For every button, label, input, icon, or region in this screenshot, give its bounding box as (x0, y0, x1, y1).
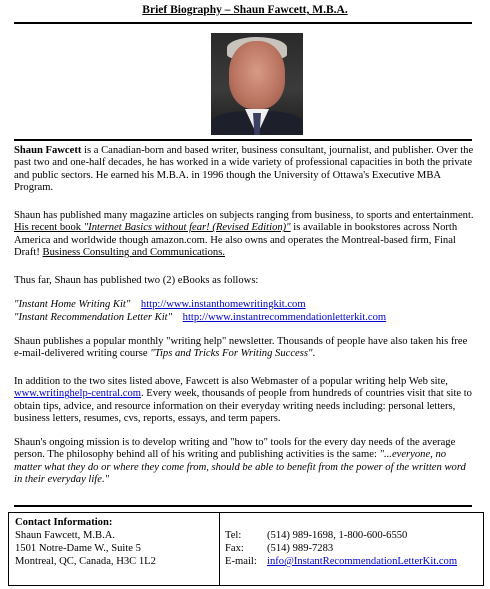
page-title: Brief Biography – Shaun Fawcett, M.B.A. (142, 4, 348, 16)
contact-line: Montreal, QC, Canada, H3C 1L2 (15, 556, 156, 567)
fax-value: (514) 989-7283 (267, 543, 334, 554)
photo-face (229, 41, 285, 109)
contact-line: 1501 Notre-Dame W., Suite 5 (15, 543, 141, 554)
ebook-item (14, 312, 476, 324)
contact-line: Shaun Fawcett, M.B.A. (15, 530, 116, 541)
bio-paragraph-2-b: His recent book (14, 222, 84, 234)
bio-paragraph-2-a: Shaun has published many magazine articles on subjects ranging from business, to sports and entertainment. (14, 210, 474, 221)
email-label: E-mail: (225, 556, 257, 567)
ebook-title: "Instant Home Writing Kit" (14, 299, 131, 310)
bio-paragraph-6-a: Shaun's ongoing mission is to develop writing and "how to" tools for the every day needs of the average person. The philosophy behind all of his writing and publishing activities is the same: (14, 437, 456, 461)
mission-quote: "...everyone, no matter what they do or where they come from, should be able to benefit from the power of the written word in their everyday life." (14, 449, 466, 486)
bottom-divider (14, 505, 472, 507)
bio-paragraph-1-text: is a Canadian-born and based writer, business consultant, journalist, and publisher. Over the past two and one-half decades, he has worked in a wide variety of professional capacities in both the private and public sectors. He earned his M.B.A. in 1996 though the University of Ottawa's Executive MBA Program. (14, 145, 474, 194)
bio-paragraph-4-c: . (312, 348, 316, 360)
bio-paragraph-5-a: In addition to the two sites listed above, Fawcett is also Webmaster of a popular writing help Web site, (14, 376, 448, 387)
bio-paragraph-4 (14, 336, 476, 361)
bio-paragraph-5 (14, 376, 476, 426)
tel-value: (514) 989-1698, 1-800-600-6550 (267, 530, 408, 541)
top-divider (14, 22, 472, 24)
ebook-link[interactable]: http://www.instanthomewritingkit.com (140, 299, 306, 310)
contact-heading: Contact Information: (15, 517, 113, 528)
book-title: "Internet Basics without fear! (Revised Edition)" (83, 222, 291, 234)
contact-divider (219, 513, 220, 585)
tel-label: Tel: (225, 530, 242, 541)
author-name: Shaun Fawcett (14, 145, 82, 156)
contact-box (8, 512, 484, 586)
bio-paragraph-6 (14, 437, 476, 487)
ebook-link[interactable]: http://www.instantrecommendationletterkit.com (182, 312, 387, 323)
writinghelp-link[interactable]: www.writinghelp-central.com (14, 388, 141, 400)
course-title: "Tips and Tricks For Writing Success" (150, 348, 313, 360)
photo-divider (14, 139, 472, 141)
ebook-title: "Instant Recommendation Letter Kit" (14, 312, 173, 323)
bio-paragraph-1 (14, 145, 476, 195)
author-photo (211, 33, 303, 135)
firm-name: Business Consulting and Communications. (42, 247, 225, 259)
bio-paragraph-2-d: is available in bookstores across North America and worldwide though amazon.com. He also owns and operates the Montreal-based firm, Final Draft! (14, 222, 458, 259)
fax-label: Fax: (225, 543, 244, 554)
bio-paragraph-5-b: . Every week, thousands of people from hundreds of countries visit that site to obtain tips, advice, and resource information on their everyday writing needs including: personal letters, business letters, resumes, cvs, reports, essays, and term papers. (14, 388, 472, 425)
bio-paragraph-2 (14, 210, 476, 260)
bio-paragraph-3: Thus far, Shaun has published two (2) eBooks as follows: (14, 275, 259, 286)
bio-paragraph-4-a: Shaun publishes a popular monthly "writing help" newsletter. Thousands of people have also taken his free e-mail-delivered writing course (14, 336, 468, 360)
ebook-item (14, 299, 476, 311)
email-link[interactable]: info@InstantRecommendationLetterKit.com (267, 556, 458, 567)
